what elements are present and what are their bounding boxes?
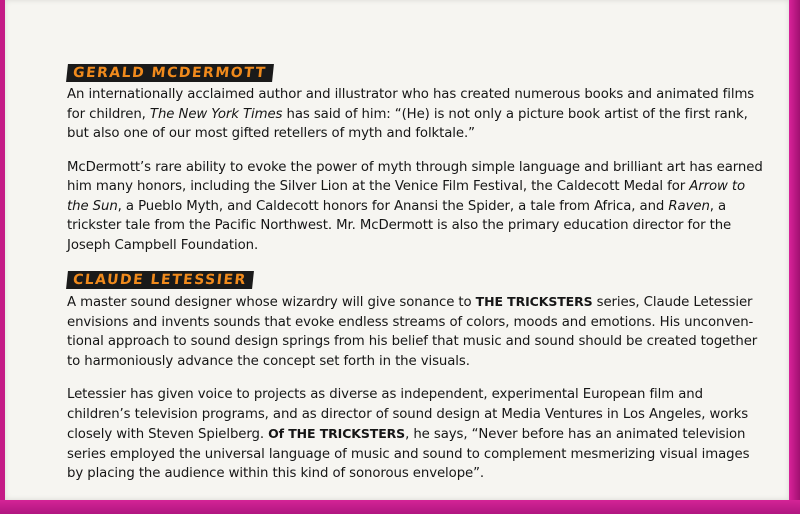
info-card <box>5 0 789 500</box>
section-claude-letessier <box>67 269 767 484</box>
card-content <box>67 62 767 484</box>
text-run: A master sound designer whose wizardry will give sonance to <box>67 295 476 310</box>
italic-title: The New York Times <box>149 106 283 122</box>
text-run: , he says, “Never before has an animated television series employed the universal language of music and sound to complement mesmerizing visual images by placing the audience within this kind of sonorous envelope”. <box>67 427 750 481</box>
italic-title: Arrow to the Sun <box>67 179 746 214</box>
italic-title: Raven <box>668 198 710 214</box>
section-gerald-mcdermott <box>67 62 767 255</box>
bio-paragraph <box>67 85 767 144</box>
text-run: McDermott’s rare ability to evoke the power of myth through simple language and brilliant art has earned him many honors, including the Silver Lion at the Venice Film Festival, the Caldecott Medal for <box>67 159 763 194</box>
series-title: THE TRICKSTERS <box>475 294 593 309</box>
bio-paragraph <box>67 385 767 484</box>
magenta-edge-right <box>789 0 800 514</box>
heading-claude-letessier: CLAUDE LETESSIER <box>66 271 254 289</box>
magenta-edge-bottom <box>0 500 800 514</box>
text-run: , a Pueblo Myth, and Caldecott honors for Anansi the Spider, a tale from Africa, and <box>117 198 669 214</box>
text-run: , a trickster tale from the Pacific Northwest. Mr. McDermott is also the primary education director for the Joseph Campbell Foundation. <box>67 198 732 253</box>
text-run: series, Claude Letessier envisions and invents sounds that evoke endless streams of colors, moods and emotions. His unconven-tional approach to sound design springs from his belief that music and sound should be created together to harmoniously advance the concept set forth in the visuals. <box>67 295 758 369</box>
text-run: Letessier has given voice to projects as diverse as independent, experimental European film and children’s television programs, and as director of sound design at Media Ventures in Los Angeles, works closely with Steven Spielberg. <box>67 387 749 442</box>
bio-paragraph <box>67 158 767 256</box>
text-run: An internationally acclaimed author and illustrator who has created numerous books and animated films for children, <box>67 87 755 122</box>
bio-paragraph <box>67 292 767 371</box>
series-title: Of THE TRICKSTERS <box>268 426 406 441</box>
text-run: has said of him: “(He) is not only a picture book artist of the first rank, but also one of our most gifted retellers of myth and folktale.” <box>67 106 748 141</box>
heading-gerald-mcdermott: GERALD MCDERMOTT <box>66 64 273 82</box>
